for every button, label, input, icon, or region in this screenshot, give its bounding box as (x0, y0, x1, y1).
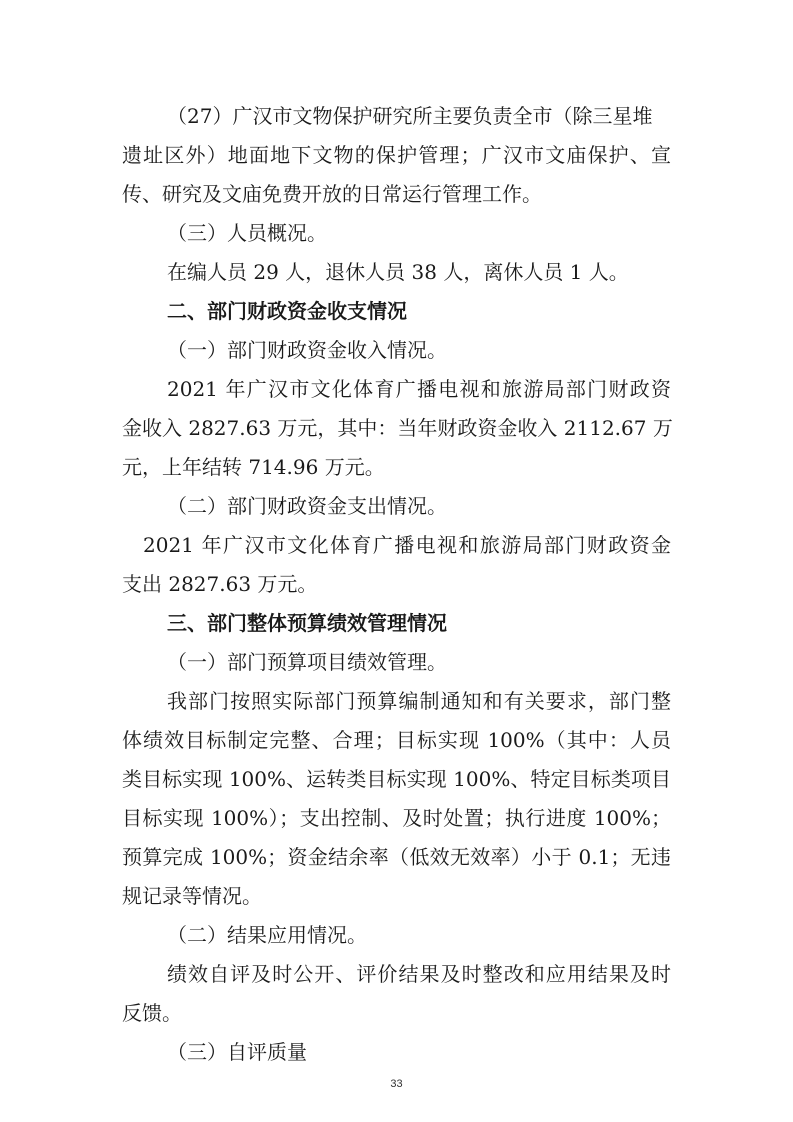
staff-text: 在编人员 29 人，退休人员 38 人，离休人员 1 人。 (167, 260, 629, 284)
section-2-1-heading: （一）部门财政资金收入情况。 (167, 338, 447, 362)
paragraph-27-line-1: （27）广汉市文物保护研究所主要负责全市（除三星堆 (167, 104, 653, 128)
income-line-1: 2021 年广汉市文化体育广播电视和旅游局部门财政资 (167, 377, 671, 401)
result-line-2: 反馈。 (122, 1001, 182, 1025)
section-3-2-heading: （二）结果应用情况。 (167, 923, 367, 947)
section-2-2-heading: （二）部门财政资金支出情况。 (167, 494, 447, 518)
section-2-heading: 二、部门财政资金收支情况 (167, 299, 407, 323)
heading-staff-overview: （三）人员概况。 (167, 221, 327, 245)
expense-line-1: 2021 年广汉市文化体育广播电视和旅游局部门财政资金 (143, 533, 671, 557)
paragraph-27-line-3: 传、研究及文庙免费开放的日常运行管理工作。 (122, 182, 542, 206)
performance-line-1: 我部门按照实际部门预算编制通知和有关要求，部门整 (167, 689, 671, 713)
performance-line-4: 目标实现 100%）；支出控制、及时处置；执行进度 100%； (122, 806, 671, 830)
section-3-3-heading: （三）自评质量 (167, 1040, 307, 1064)
paragraph-27-line-2: 遗址区外）地面地下文物的保护管理；广汉市文庙保护、宣 (122, 143, 671, 167)
section-3-1-heading: （一）部门预算项目绩效管理。 (167, 650, 447, 674)
performance-line-6: 规记录等情况。 (122, 884, 262, 908)
page-number: 33 (390, 1078, 403, 1090)
income-line-3: 元，上年结转 714.96 万元。 (122, 455, 385, 479)
income-line-2: 金收入 2827.63 万元，其中：当年财政资金收入 2112.67 万 (122, 416, 673, 440)
result-line-1: 绩效自评及时公开、评价结果及时整改和应用结果及时 (167, 962, 671, 986)
section-3-heading: 三、部门整体预算绩效管理情况 (167, 611, 447, 635)
performance-line-5: 预算完成 100%；资金结余率（低效无效率）小于 0.1；无违 (122, 845, 671, 869)
performance-line-2: 体绩效目标制定完整、合理；目标实现 100%（其中：人员 (122, 728, 671, 752)
performance-line-3: 类目标实现 100%、运转类目标实现 100%、特定目标类项目 (122, 767, 671, 791)
expense-line-2: 支出 2827.63 万元。 (122, 572, 318, 596)
